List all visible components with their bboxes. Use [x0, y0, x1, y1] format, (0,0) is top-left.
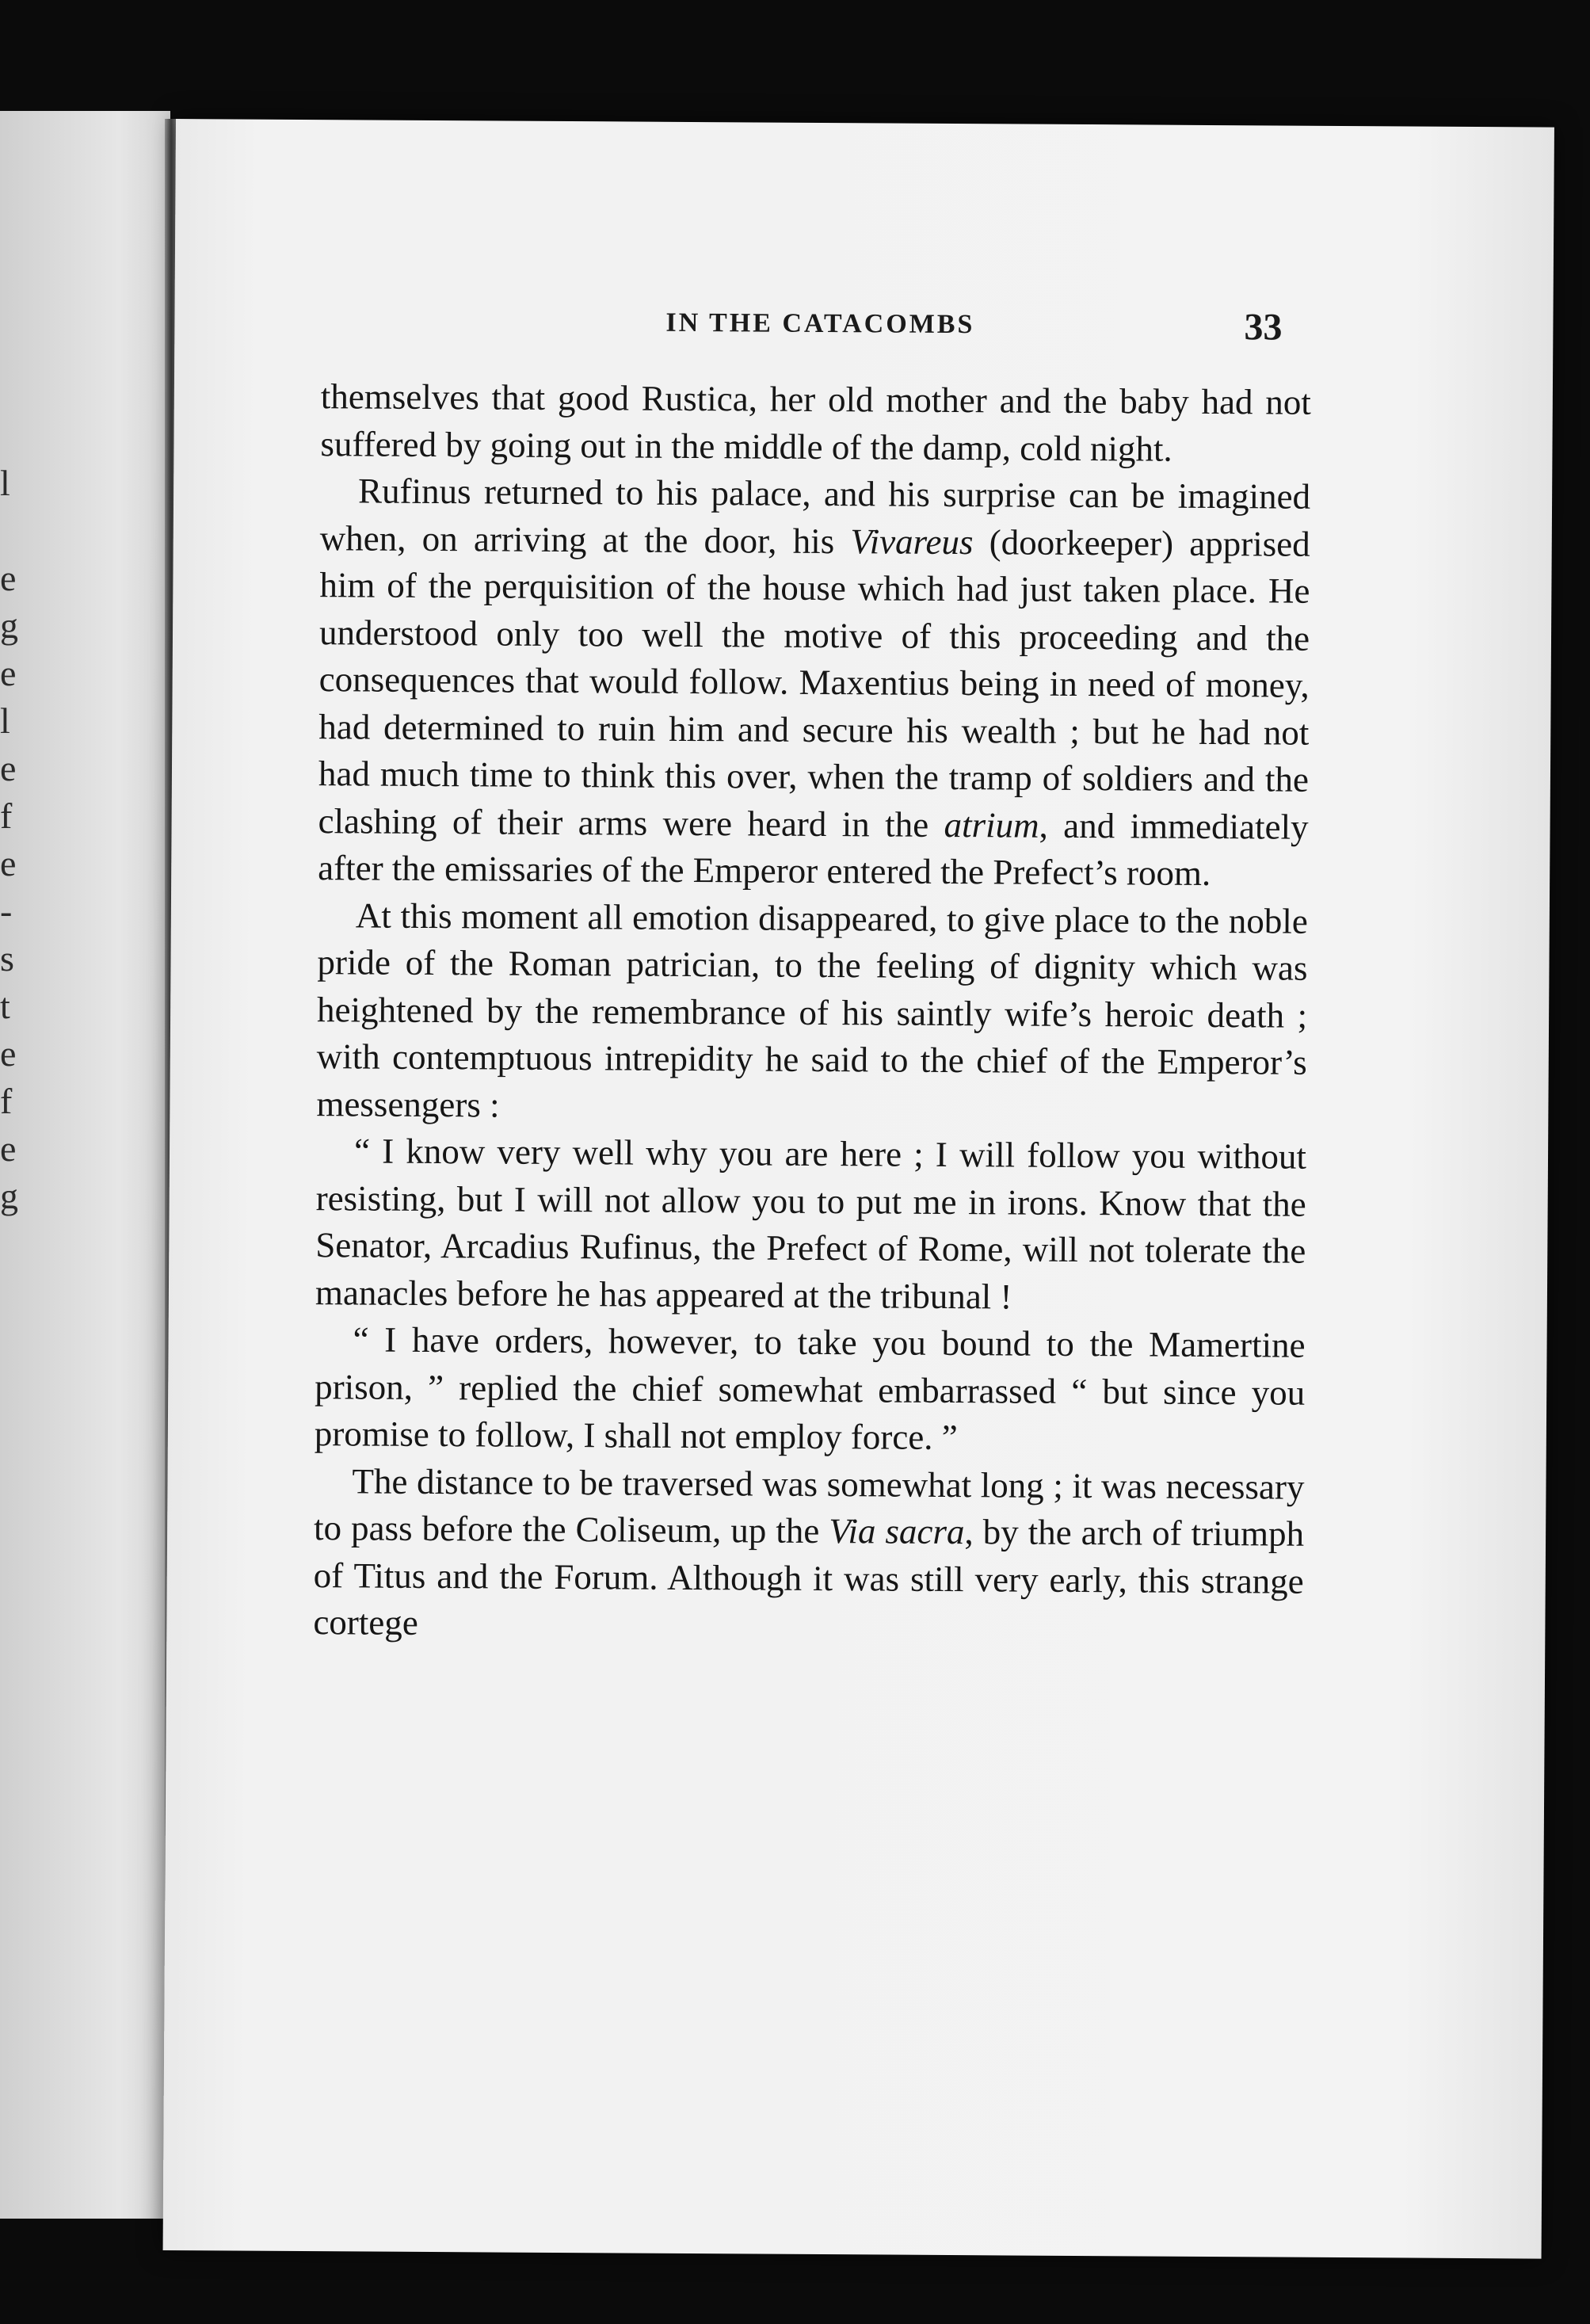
left-fragment: e [0, 1128, 17, 1169]
paragraph-2 [318, 467, 1310, 898]
left-fragment: g [0, 1176, 18, 1216]
left-fragment: f [0, 1081, 13, 1121]
left-fragment: t [0, 986, 10, 1026]
paragraph-5: “ I have orders, however, to take you bound to the Mamertine prison, ” replied the chief somewhat embarrassed “ but since you promise to follow, I shall not employ force. ” [314, 1319, 1306, 1458]
left-fragment: e [0, 748, 17, 788]
left-fragment: e [0, 653, 17, 693]
left-fragment: l [0, 700, 10, 741]
left-fragment: l [0, 463, 10, 503]
paragraph-6-text: , by the arch of triumph of Titus and the Forum. Although it was still very early, this strange cortege [313, 1512, 1305, 1643]
left-fragment: f [0, 796, 13, 836]
left-fragment [0, 507, 32, 555]
paragraph-2-text: (doorkeeper) apprised him of the perquisition of the house which had just taken place. He understood only too well the motive of this proceeding and the consequences that would follow. Maxentius being in need of money, had determined to ruin him and secure his wealth ; but he had not had much time to think this over, when the tramp of soldiers and the clashing of their arms were heard in the [318, 521, 1310, 845]
left-page-edge [0, 111, 170, 2219]
book-page [163, 119, 1554, 2259]
paragraph-2-text: Rufinus returned to his palace, and his surprise can be imagined when, on arriving at the door, his [319, 471, 1311, 561]
page-number: 33 [1244, 306, 1283, 349]
paragraph-1: themselves that good Rustica, her old mother and the baby had not suffered by going out in the middle of the damp, cold night. [320, 376, 1311, 469]
left-fragment: e [0, 1033, 17, 1074]
left-fragment: s [0, 938, 14, 979]
italic-term-via-sacra: Via sacra [829, 1511, 965, 1552]
left-fragment: e [0, 558, 17, 598]
paragraph-4: “ I know very well why you are here ; I will follow you without resisting, but I will not allow you to put me in irons. Know that the Senator, Arcadius Rufinus, the Prefect of Rome, will not tolerate the manacles before he has appeared at the tribunal ! [315, 1131, 1307, 1316]
running-head [174, 305, 1553, 361]
paragraph-6-text: The distance to be traversed was somewhat long ; it was necessary to pass before the Coliseum, up the [313, 1460, 1305, 1551]
body-text [313, 373, 1311, 1652]
left-fragment: - [0, 891, 13, 931]
paragraph-6 [313, 1458, 1304, 1653]
left-fragment: g [0, 605, 18, 646]
running-head-title: IN THE CATACOMBS [665, 307, 975, 340]
italic-term-vivareus: Vivareus [850, 521, 974, 562]
left-page-text-fragments [0, 460, 32, 1220]
paragraph-2-text: , and immediately after the emissaries of the Emperor entered the Prefect’s room. [318, 805, 1309, 893]
left-fragment: e [0, 843, 17, 883]
paragraph-3: At this moment all emotion disappeared, to give place to the noble pride of the Roman patrician, to the feeling of dignity which was heightened by the remembrance of his saintly wife’s heroic death ; with contemptuous intrepidity he said to the chief of the Emperor’s messengers : [316, 895, 1308, 1125]
italic-term-atrium: atrium [944, 804, 1039, 845]
